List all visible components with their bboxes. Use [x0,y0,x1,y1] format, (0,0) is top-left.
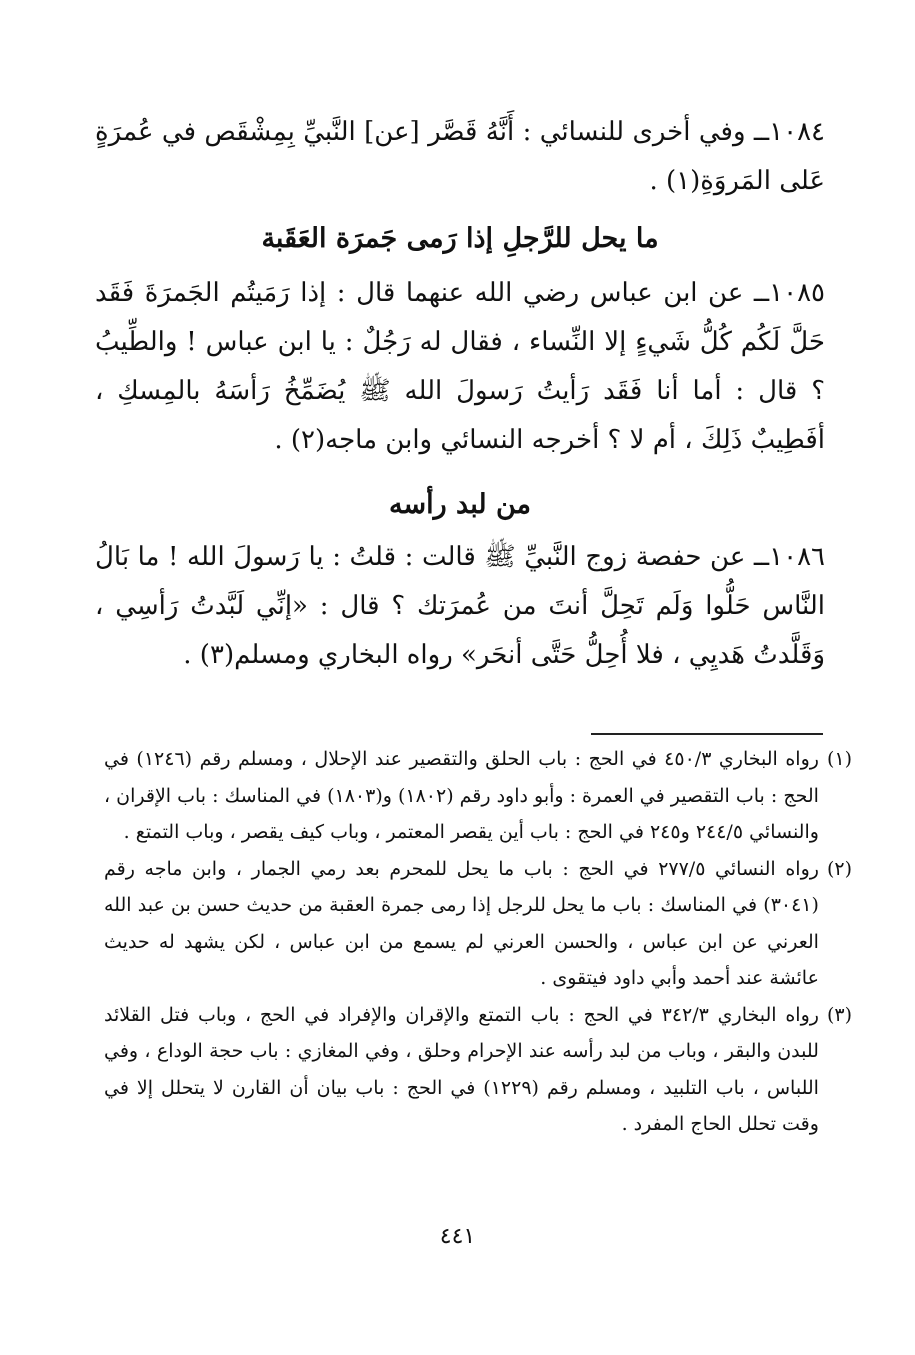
hadith-1086: ١٠٨٦ــ عن حفصة زوج النَّبيِّ ﷺ قالت : قلتُ : يا رَسولَ الله ! ما بَالُ النَّاس حَلُّوا وَلَم تَحِلَّ أنتَ من عُمرَتك ؟ قال : «إنِّي لَبَّدتُ رَأسِي ، وَقَلَّدتُ هَديِي ، فلا أُحِلُّ حَتَّى أنحَر» رواه البخاري ومسلم(٣) . [95,542,825,670]
main-text [95,108,825,680]
footnote-number: (٣) [826,1003,852,1026]
footnote-2 [104,851,852,997]
footnote-1 [104,741,852,851]
footnote-number: (٢) [826,857,852,880]
footnote-text: رواه البخاري ٣٤٢/٣ في الحج : باب التمتع والإقران والإفراد في الحج ، وباب فتل القلائد للبدن والبقر ، وباب من لبد رأسه عند الإحرام وحلق ، وفي المغازي : باب حجة الوداع ، وفي اللباس ، باب التلبيد ، ومسلم رقم (١٢٢٩) في الحج : باب بيان أن القارن لا يتحلل إلا في وقت تحلل الحاج المفرد . [104,1003,819,1135]
footnote-3 [104,997,852,1143]
footnote-text: رواه النسائي ٢٧٧/٥ في الحج : باب ما يحل للمحرم بعد رمي الجمار ، وابن ماجه رقم (٣٠٤١) في المناسك : باب ما يحل للرجل إذا رمى جمرة العقبة من حديث حسن بن عبد الله العرني عن ابن عباس ، والحسن العرني لم يسمع من ابن عباس ، لكن يشهد له حديث عائشة عند أحمد وأبي داود فيتقوى . [104,857,819,989]
footnote-text: رواه البخاري ٤٥٠/٣ في الحج : باب الحلق والتقصير عند الإحلال ، ومسلم رقم (١٢٤٦) في الحج : باب التقصير في العمرة : وأبو داود رقم (١٨٠٢) و(١٨٠٣) في المناسك : باب الإقران ، والنسائي ٢٤٤/٥ و٢٤٥ في الحج : باب أين يقصر المعتمر ، وباب كيف يقصر ، وباب التمتع . [104,748,819,843]
footnote-number: (١) [826,748,852,770]
page-number: ٤٤١ [439,1224,476,1249]
section-heading-matted-hair: من لبد رأسه [388,489,531,520]
footnotes [104,741,852,1143]
hadith-1085: ١٠٨٥ــ عن ابن عباس رضي الله عنهما قال : إذا رَمَيتُم الجَمرَةَ فَقَد حَلَّ لَكُم كُلُّ شَيءٍ إلا النِّساء ، فقال له رَجُلٌ : يا ابن عباس ! والطِّيبُ ؟ قال : أما أنا فَقَد رَأيتُ رَسولَ الله ﷺ يُضَمِّخُ رَأسَهُ بالمِسكِ ، أفَطِيبٌ ذَلِكَ ، أم لا ؟ أخرجه النسائي وابن ماجه(٢) . [95,278,825,455]
section-heading-stoning-aqaba: ما يحل للرَّجلِ إذا رَمى جَمرَة العَقَبة [261,223,659,254]
hadith-1084: ١٠٨٤ــ وفي أخرى للنسائي : أَنَّهُ قَصَّر [عن] النَّبيِّ بِمِشْقَص في عُمرَةٍ عَلى المَروَةِ(١) . [95,117,825,196]
footnote-separator [591,733,823,735]
